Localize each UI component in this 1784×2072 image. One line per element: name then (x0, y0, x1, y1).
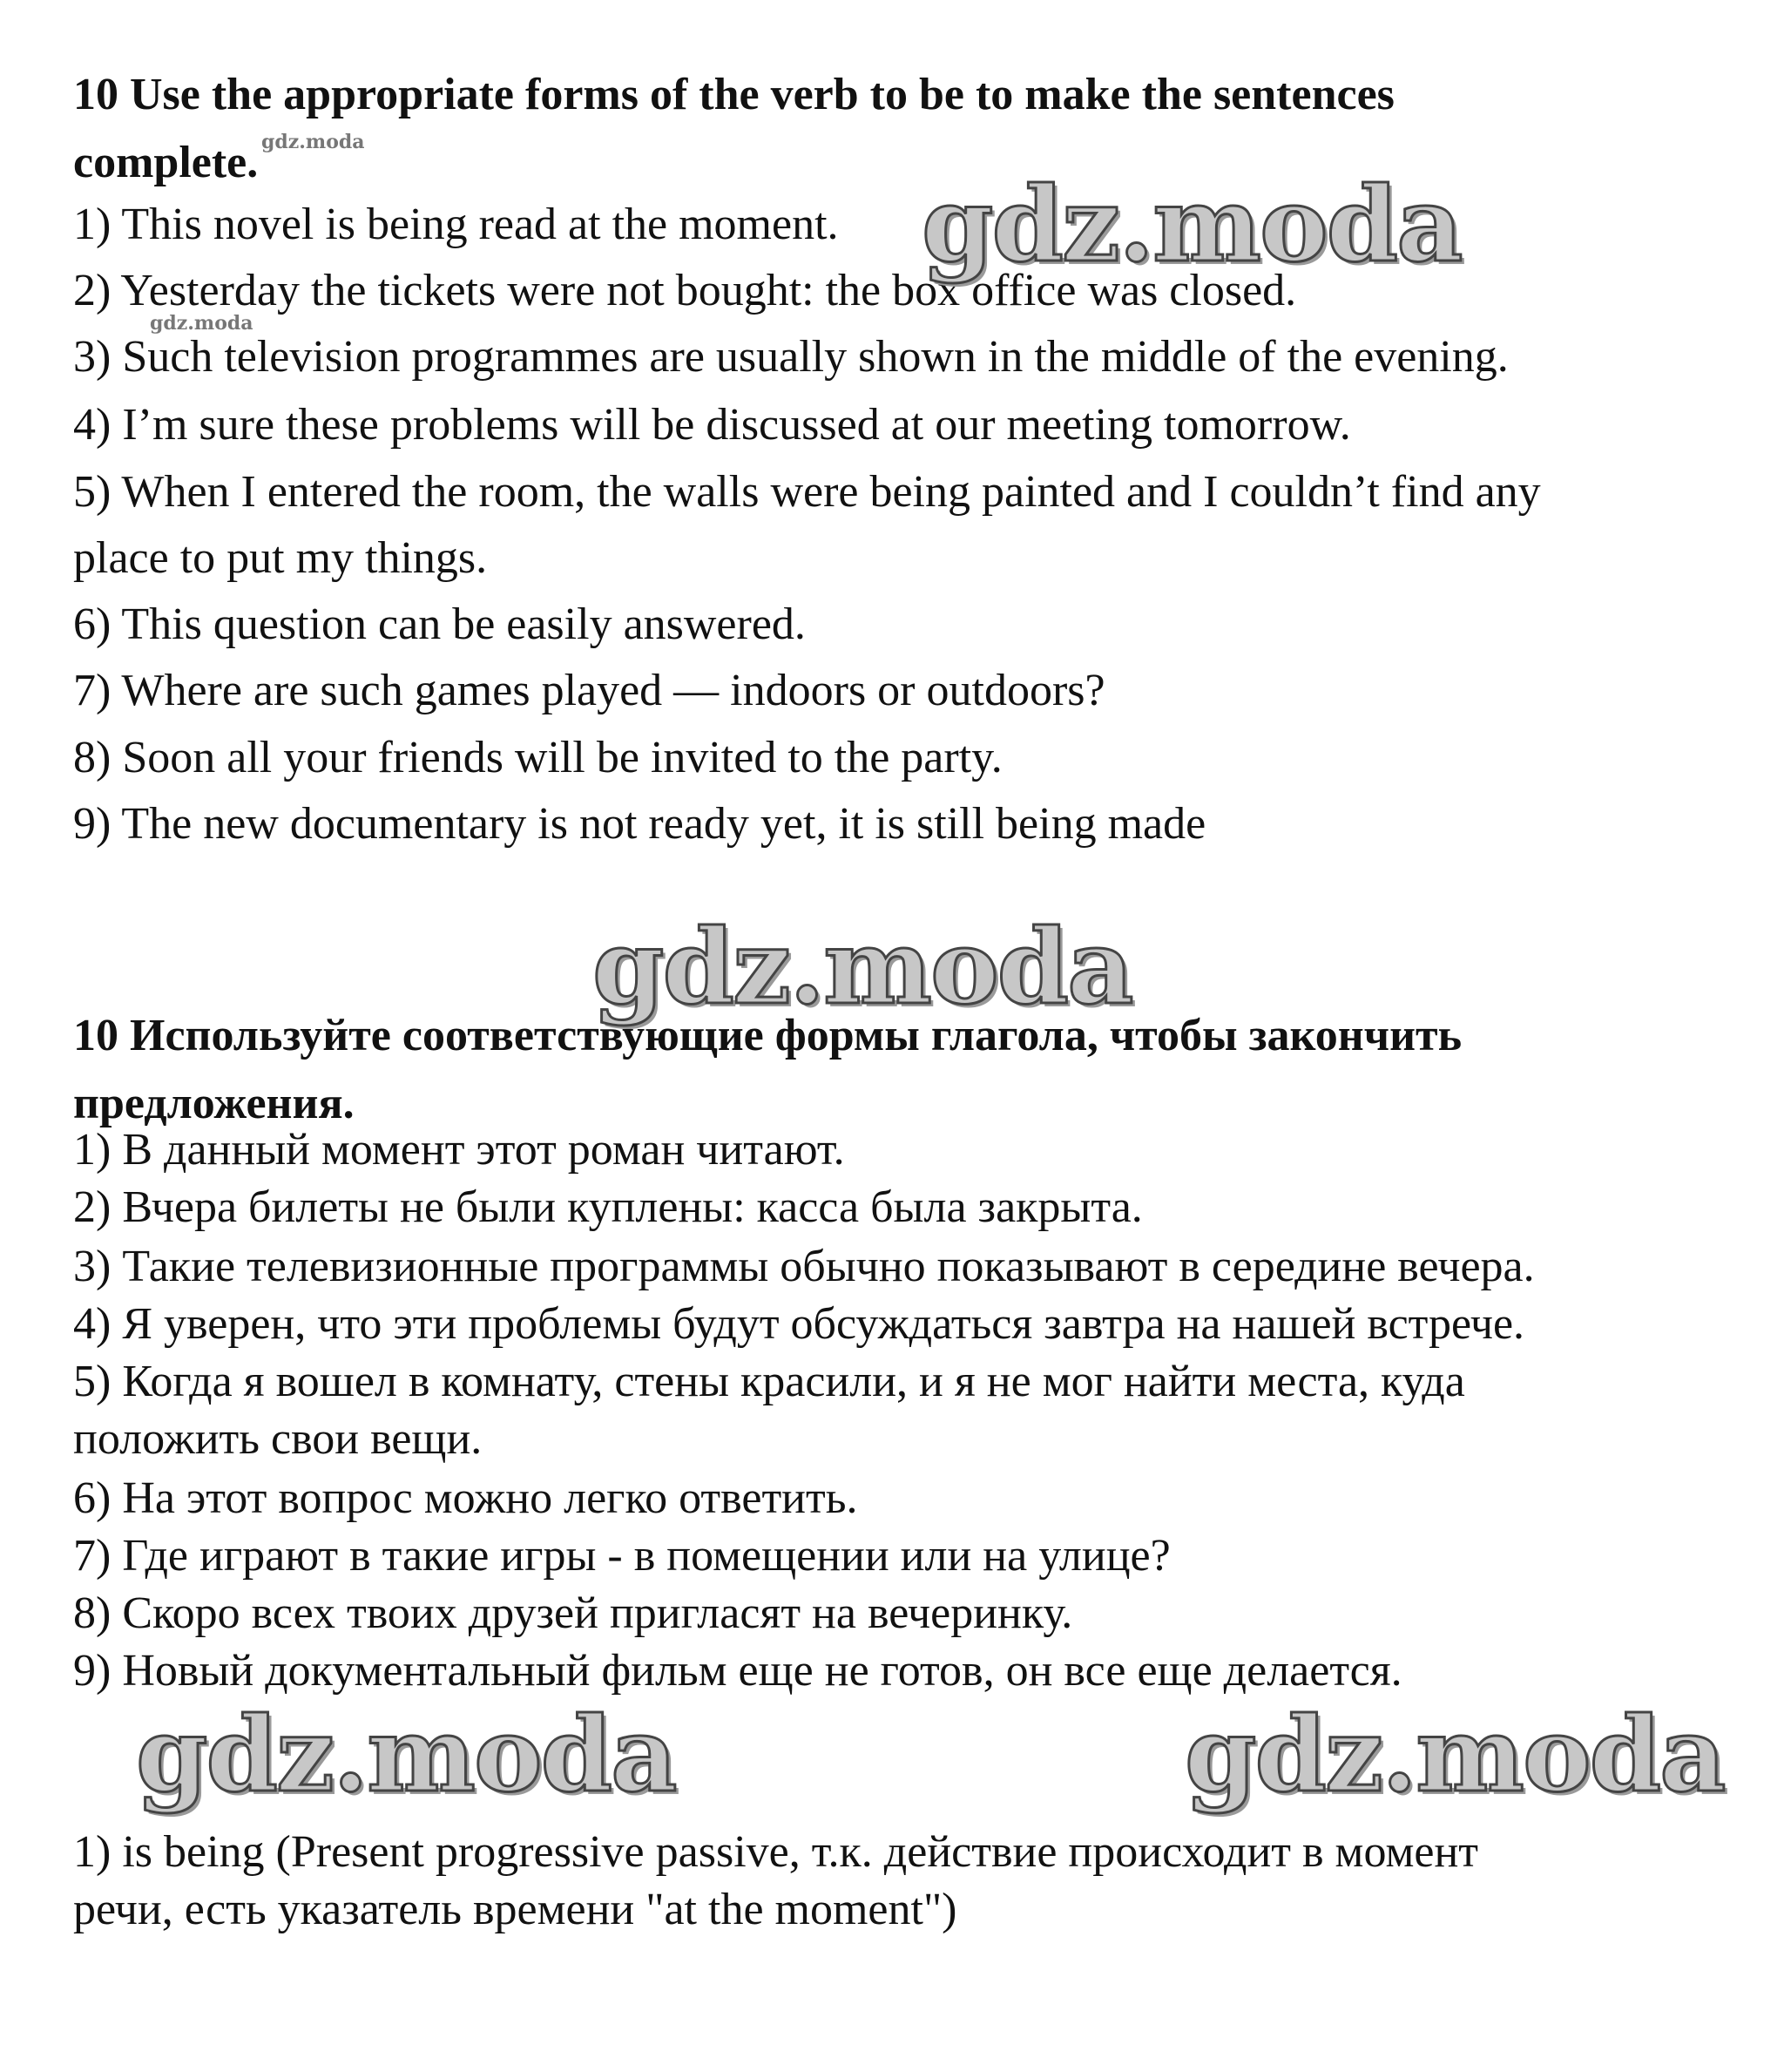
watermark-logo: gdz.moda (136, 1694, 676, 1815)
watermark-logo: gdz.moda (1185, 1694, 1725, 1815)
watermark-logo: gdz.moda (592, 906, 1132, 1027)
sentence-en-5-cont: place to put my things. (73, 533, 488, 583)
sentence-en-8: 8) Soon all your friends will be invited to the party. (73, 733, 1003, 782)
exercise-heading-ru: 10 Используйте соответствующие формы глагола, чтобы закончить предложения. (73, 1011, 1463, 1128)
answer-line-1: 1) is being (Present progressive passive, т.к. действие происходит в момент (73, 1827, 1479, 1877)
sentence-ru-8: 8) Скоро всех твоих друзей пригласят на вечеринку. (73, 1588, 1073, 1638)
sentence-en-7: 7) Where are such games played — indoors or outdoors? (73, 666, 1105, 715)
watermark-small: gdz.moda (261, 131, 365, 153)
sentence-en-5: 5) When I entered the room, the walls were being painted and I couldn’t find any (73, 467, 1541, 517)
sentence-ru-4: 4) Я уверен, что эти проблемы будут обсуждаться завтра на нашей встрече. (73, 1299, 1525, 1349)
sentence-ru-1: 1) В данный момент этот роман читают. (73, 1125, 845, 1175)
sentence-en-3: 3) Such television programmes are usually shown in the middle of the evening. (73, 332, 1509, 382)
sentence-en-2: 2) Yesterday the tickets were not bought: the box office was closed. (73, 266, 1297, 315)
watermark-small: gdz.moda (150, 312, 253, 335)
sentence-ru-7: 7) Где играют в такие игры - в помещении или на улице? (73, 1531, 1171, 1581)
sentence-en-9: 9) The new documentary is not ready yet, it is still being made (73, 799, 1206, 849)
sentence-ru-2: 2) Вчера билеты не были куплены: касса была закрыта. (73, 1182, 1143, 1232)
sentence-en-6: 6) This question can be easily answered. (73, 599, 806, 649)
sentence-ru-9: 9) Новый документальный фильм еще не готов, он все еще делается. (73, 1646, 1402, 1696)
sentence-ru-5-cont: положить свои вещи. (73, 1414, 483, 1464)
exercise-heading-en: 10 Use the appropriate forms of the verb to be to make the sentences complete. (73, 70, 1395, 187)
sentence-ru-5: 5) Когда я вошел в комнату, стены красили, и я не мог найти места, куда (73, 1357, 1465, 1406)
sentence-ru-3: 3) Такие телевизионные программы обычно показывают в середине вечера. (73, 1242, 1535, 1291)
sentence-ru-6: 6) На этот вопрос можно легко ответить. (73, 1473, 858, 1523)
sentence-en-1: 1) This novel is being read at the moment. (73, 200, 839, 249)
watermark-logo: gdz.moda (922, 164, 1462, 285)
answer-line-2: речи, есть указатель времени "at the moment") (73, 1885, 957, 1934)
sentence-en-4: 4) I’m sure these problems will be discussed at our meeting tomorrow. (73, 400, 1351, 450)
